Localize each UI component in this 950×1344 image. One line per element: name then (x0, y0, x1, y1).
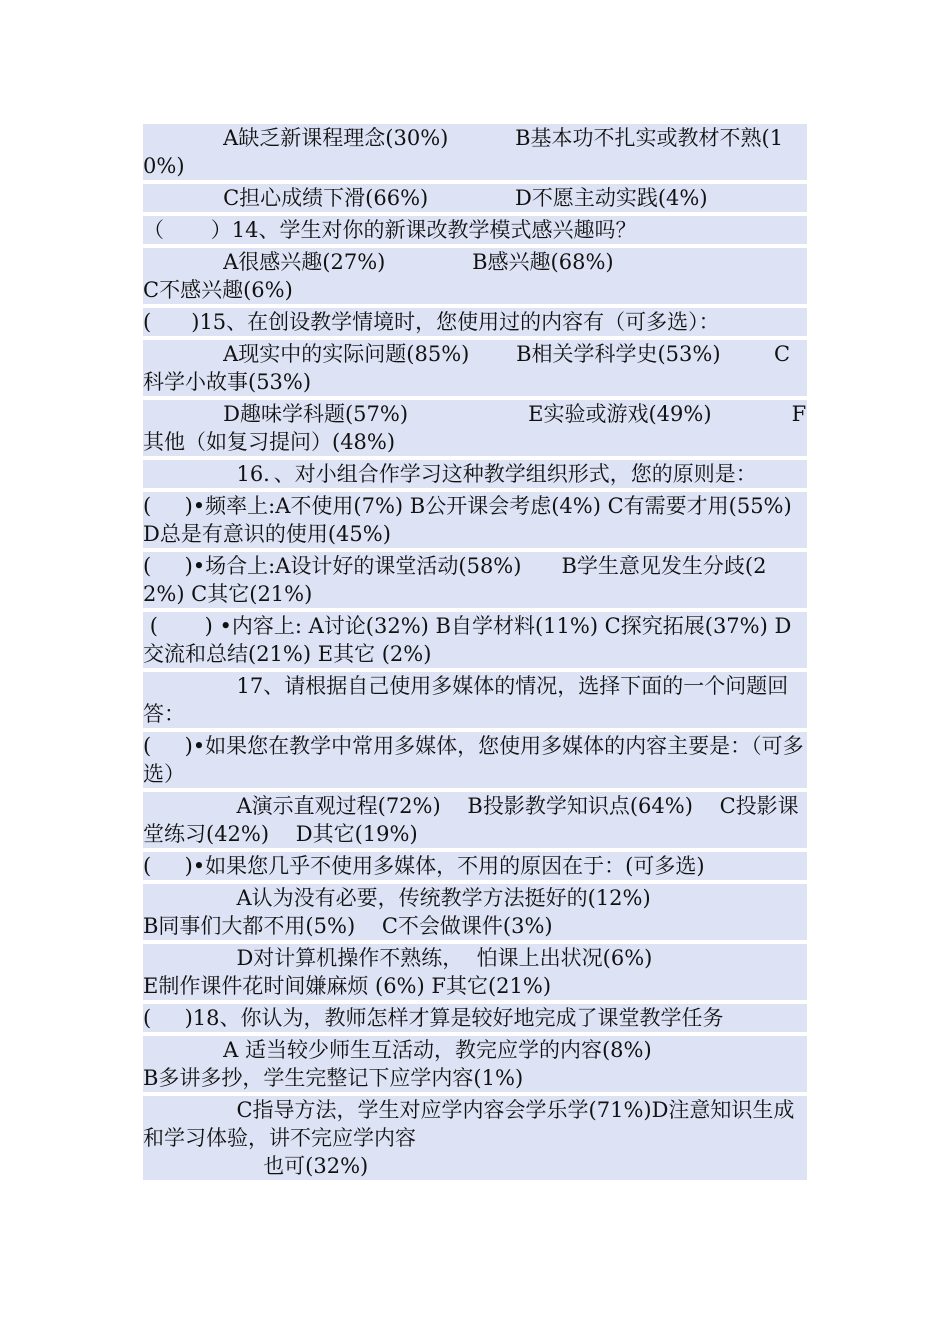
question-17-nonuse-options-1: A认为没有必要，传统教学方法挺好的(12%) B同事们大都不用(5%) C不会做课件(3%) (143, 884, 807, 940)
question-16-occasion: ( )•场合上:A设计好的课堂活动(58%) B学生意见发生分歧(22%) C其它(21%) (143, 552, 807, 608)
question-16-frequency: ( )•频率上:A不使用(7%) B公开课会考虑(4%) C有需要才用(55%) D总是有意识的使用(45%) (143, 492, 807, 548)
document-body (143, 124, 807, 1180)
question-16: 16．、对小组合作学习这种教学组织形式，您的原则是： (143, 460, 807, 488)
paragraph-1: A缺乏新课程理念(30%) B基本功不扎实或教材不熟(10%) (143, 124, 807, 180)
question-17-nonuse-options-2: D对计算机操作不熟练， 怕课上出状况(6%) E制作课件花时间嫌麻烦 (6%) F其它(21%) (143, 944, 807, 1000)
question-18-options-2: C指导方法，学生对应学内容会学乐学(71%)D注意知识生成和学习体验，讲不完应学内容 也可(32%) (143, 1096, 807, 1180)
question-15: ( )15、在创设教学情境时，您使用过的内容有（可多选）： (143, 308, 807, 336)
question-15-options-1: A现实中的实际问题(85%) B相关学科学史(53%) C科学小故事(53%) (143, 340, 807, 396)
question-17-use: ( )•如果您在教学中常用多媒体，您使用多媒体的内容主要是：（可多选） (143, 732, 807, 788)
question-14: （ ）14、学生对你的新课改教学模式感兴趣吗？ (143, 216, 807, 244)
question-15-options-2: D趣味学科题(57%) E实验或游戏(49%) F其他（如复习提问）(48%) (143, 402, 807, 454)
question-14-options: A很感兴趣(27%) B感兴趣(68%) C不感兴趣(6%) (143, 248, 807, 304)
question-16-content: ( ) •内容上: A讨论(32%) B自学材料(11%) C探究拓展(37%) D交流和总结(21%) E其它 (2%) (143, 612, 807, 668)
question-17: 17、请根据自己使用多媒体的情况，选择下面的一个问题回答： (143, 672, 807, 728)
paragraph-2: C担心成绩下滑(66%) D不愿主动实践(4%) (143, 184, 807, 212)
question-17-nonuse: ( )•如果您几乎不使用多媒体，不用的原因在于：(可多选) (143, 852, 807, 880)
question-18: ( )18、你认为，教师怎样才算是较好地完成了课堂教学任务 (143, 1004, 807, 1032)
question-18-options-1: A 适当较少师生互活动，教完应学的内容(8%) B多讲多抄，学生完整记下应学内容(1%) (143, 1036, 807, 1092)
question-17-use-options: A演示直观过程(72%) B投影教学知识点(64%) C投影课堂练习(42%) D其它(19%) (143, 792, 807, 848)
